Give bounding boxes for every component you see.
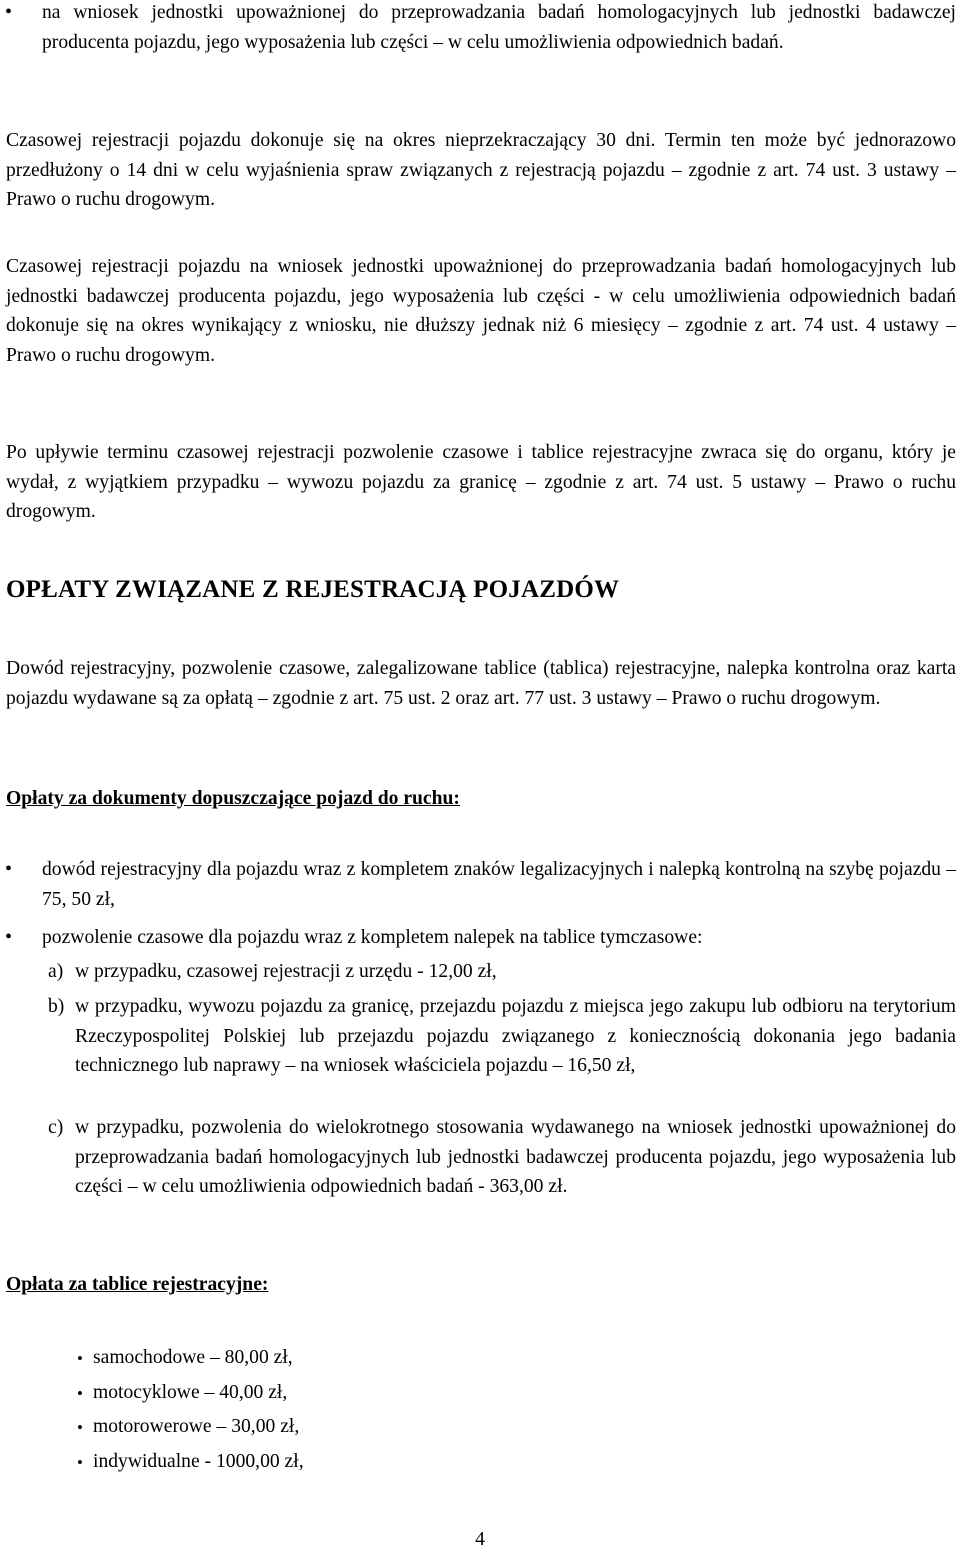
bullet-icon: • <box>77 1452 83 1472</box>
list-item-text: indywidualne - 1000,00 zł, <box>93 1450 304 1472</box>
list-item-text: na wniosek jednostki upoważnionej do przeprowadzania badań homologacyjnych lub jednostki badawczej producenta pojazdu, jego wyposażenia lub części – w celu umożliwienia odpowiednich badań. <box>42 2 956 53</box>
list-item <box>0 1412 960 1447</box>
page-number: 4 <box>475 1529 485 1550</box>
sub-list-label: b) <box>48 996 65 1017</box>
sub-list-label: a) <box>48 961 64 982</box>
bullet-icon: • <box>5 1 13 23</box>
plates-list <box>0 1343 960 1481</box>
list-item-text: dowód rejestracyjny dla pojazdu wraz z kompletem znaków legalizacyjnych i nalepką kontrolną na szybę pojazdu – 75, 50 zł, <box>42 859 956 910</box>
sub-list-text: w przypadku, pozwolenia do wielokrotnego stosowania wydawanego na wniosek jednostki upoważnionej do przeprowadzania badań homologacyjnych lub jednostki badawczej producenta pojazdu, jego wyposażenia lub części – w celu umożliwienia odpowiednich badań - 363,00 zł. <box>75 1117 956 1197</box>
sub-list-text: w przypadku, wywozu pojazdu za granicę, przejazdu pojazdu z miejsca jego zakupu lub odbioru na terytorium Rzeczypospolitej Polskiej lub przejazdu pojazdu związanego z koniecznością dokonania jego badania technicznego lub naprawy – na wniosek właściciela pojazdu – 16,50 zł, <box>75 996 956 1076</box>
paragraph: Czasowej rejestracji pojazdu na wniosek jednostki upoważnionej do przeprowadzania badań homologacyjnych lub jednostki badawczej producenta pojazdu, jego wyposażenia lub części - w celu umożliwienia odpowiednich badań dokonuje się na okres wynikający z wniosku, nie dłuższy jednak niż 6 miesięcy – zgodnie z art. 74 ust. 4 ustawy – Prawo o ruchu drogowym. <box>6 256 956 366</box>
bullet-icon: • <box>5 926 13 948</box>
subheading-plates: Opłata za tablice rejestracyjne: <box>6 1274 269 1295</box>
bullet-icon: • <box>5 858 13 880</box>
list-item-text: motorowerowe – 30,00 zł, <box>93 1416 300 1437</box>
paragraph: Dowód rejestracyjny, pozwolenie czasowe, zalegalizowane tablice (tablica) rejestracyjne, nalepka kontrolna oraz karta pojazdu wydawane są za opłatą – zgodnie z art. 75 ust. 2 oraz art. 77 ust. 3 ustawy – Prawo o ruchu drogowym. <box>6 658 956 709</box>
list-item-text: motocyklowe – 40,00 zł, <box>93 1381 288 1403</box>
sub-list-label: c) <box>48 1117 64 1138</box>
list-item <box>0 1343 960 1378</box>
bullet-icon: • <box>77 1418 83 1437</box>
list-item-text: samochodowe – 80,00 zł, <box>93 1347 293 1368</box>
section-heading: OPŁATY ZWIĄZANE Z REJESTRACJĄ POJAZDÓW <box>6 576 620 603</box>
paragraph: Po upływie terminu czasowej rejestracji pozwolenie czasowe i tablice rejestracyjne zwraca się do organu, który je wydał, z wyjątkiem przypadku – wywozu pojazdu za granicę – zgodnie z art. 74 ust. 5 ustawy – Prawo o ruchu drogowym. <box>6 442 956 522</box>
list-item-text: pozwolenie czasowe dla pojazdu wraz z kompletem nalepek na tablice tymczasowe: <box>42 927 703 948</box>
paragraph: Czasowej rejestracji pojazdu dokonuje się na okres nieprzekraczający 30 dni. Termin ten może być jednorazowo przedłużony o 14 dni w celu wyjaśnienia spraw związanych z rejestracją pojazdu – zgodnie z art. 74 ust. 3 ustawy – Prawo o ruchu drogowym. <box>6 130 956 210</box>
bullet-icon: • <box>77 1383 83 1403</box>
list-item <box>0 1447 960 1482</box>
subheading-documents: Opłaty za dokumenty dopuszczające pojazd do ruchu: <box>6 788 460 809</box>
list-item <box>0 1378 960 1413</box>
bullet-icon: • <box>77 1349 83 1368</box>
sub-list-text: w przypadku, czasowej rejestracji z urzędu - 12,00 zł, <box>75 961 497 982</box>
